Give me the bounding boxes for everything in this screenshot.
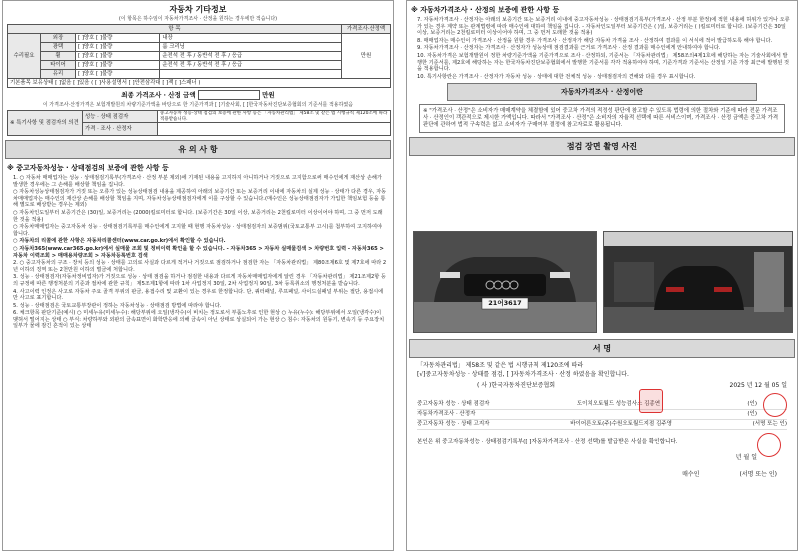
- sig-label: 중고자동차 성능 · 상태 고지자: [417, 421, 490, 427]
- association-seal-icon: [639, 389, 663, 413]
- final-price-field[interactable]: [198, 90, 260, 100]
- front-photo: [413, 231, 597, 333]
- sig-row: [417, 400, 787, 410]
- paragraph: 6. 체크항목 판단기준(예시) ○ 미세누유(미세누수): 해당부위에 오일(냉각수)이 비치는 정도로서 부품노후로 인한 현상 ○ 누유(누수): 해당부위에서 오일(냉각수)이 맺혀서 떨어지는 상태 ○ 부식: 차량하부와 외판의 금속표면이 화학반응에 의해 금속이 아닌 상태로 상실되어 가는 현상 ○ 침수: 자동차의 원동기, 변속기 등 주요장치 일부가 물에 잠긴 흔적이 있는 상태: [13, 310, 385, 330]
- special-note: 중고자동차 성능·상태 점검의 보증에 관한 사항 등은 「자동차관리법」 제58조 및 같은 법 시행규칙 제120조에 따라 적용받습니다.: [158, 111, 391, 123]
- table-header-price: 가격조사·산정액: [342, 25, 391, 34]
- section-title: ※ 중고자동차성능 · 상태점검의 보증에 관한 사항 등: [7, 164, 169, 172]
- unit-label: 만원: [342, 34, 391, 79]
- buyer-sign-field[interactable]: (서명 또는 인): [739, 471, 777, 478]
- row-options[interactable]: [ ]양호 [ ]불량: [76, 34, 160, 43]
- sig-value[interactable]: 바이어른오토(주)수원오토월드지점 김주영: [570, 421, 672, 427]
- row-item: 외장: [41, 34, 76, 43]
- row-item: 타이어: [41, 61, 76, 70]
- paragraph: 5. 성능 · 상태점검은 국토교통부장관이 정하는 자동차성능 · 상태점검 방법에 따라야 합니다.: [13, 302, 222, 309]
- issue-date: 2025 년 12 월 05 일: [729, 382, 787, 389]
- issuer: ( 사 )한국자동차진단보증협회: [477, 382, 556, 389]
- row-item: 유리: [41, 70, 76, 79]
- license-plate: 21어3617: [488, 299, 522, 307]
- notice-bar: 자동차가격조사 · 산정이란: [447, 83, 757, 101]
- paragraph: 3. 성능 · 상태점검자(자동차정비업자)가 거짓으로 성능 · 상태 점검을 하거나 점검한 내용과 다르게 자동차매매업자에게 알린 경우 「자동차관리법」 제21조제2항 등의 규정에 따른 행정처분의 기준과 절차에 관한 규칙」 제5조제1항에 따라 1차 사업정지 30일, 2차 사업정지 90일, 3차 등록취소의 행정처분을 받습니다.: [13, 274, 386, 287]
- row-options[interactable]: [ ]양호 [ ]불량: [76, 52, 160, 61]
- final-price-label: 최종 가격조사 · 산정 금액: [121, 91, 196, 99]
- special-label: ※ 특기사항 및 점검자의 의견: [8, 111, 83, 136]
- signature-bar: 서 명: [409, 339, 795, 358]
- buyer-label: 매수인: [682, 471, 700, 478]
- repair-group-label: 수리필요: [8, 34, 41, 79]
- paragraph: 7. 자동차가격조사 · 산정자는 아래의 보증기간 또는 보증거리 이내에 중고자동차성능 · 상태점검기록부(가격조사 · 산정 부분 한정)에 적힌 내용에 허위가 있거나 오류가 있는 경우 계약 또는 관계법령에 따라 매수인에 대하여 책임을 집니다. - 자동차인도일부터 보증기간은 ( )일, 보증거리는 ( )킬로미터로 합니다. (보증기간은 30일 이상, 보증거리는 2천킬로미터 이상이어야 하며, 그 중 먼저 도래한 것을 적용): [417, 17, 790, 37]
- final-price-row: [3, 90, 393, 100]
- repair-table: [7, 24, 391, 88]
- notice-text: ※ "가격조사 · 산정"은 소비자가 매매계약을 체결함에 있어 중고차 가격의 적정성 판단에 참고할 수 있도록 법령에 의한 절차와 기준에 따라 전문 가격조사 · 산정인이 객관적으로 제시한 가액입니다. 따라서 "가격조사 · 산정"은 소비자의 자율적 선택에 따른 서비스이며, 가격조사 · 산정 금액은 중고차 가격판단에 관하여 법적 구속력은 없고 소비자가 구매여부 결정에 참고자료로 활용됩니다.: [419, 104, 785, 133]
- right-section-title: ※ 자동차가격조사 · 산정의 보증에 관한 사항 등: [411, 6, 560, 14]
- row-extra: 운전석 전 후 / 동반석 전 후 / 응급: [160, 52, 342, 61]
- photo-bar: 점검 장면 촬영 사진: [409, 137, 795, 156]
- sig-row: [417, 420, 787, 430]
- row-extra: 내장: [160, 34, 342, 43]
- paragraph: 4. 사고이력 인정은 사고로 자동차 주요 골격 부위의 판금, 용접수리 및 교환이 있는 경우로 한정합니다. 단, 쿼터패널, 루프패널, 사이드실패널 부위는 절단, 용접시에만 사고로 표기합니다.: [13, 288, 384, 302]
- table-header-item: 항 목: [8, 25, 342, 34]
- paragraph: ○ 자동차365(www.car365.go.kr)에서 실매물 조회 및 정비이력 확인을 할 수 있습니다. - 자동차365 > 자동차 실매물검색 > 차량번호 입력 - 자동차365 > 자동차 이력조회 > 매매용차량조회 > 자동차등록번호 검색: [13, 245, 384, 259]
- row-item: 휠: [41, 52, 76, 61]
- law-text-2: [√]중고자동차성능 · 상태를 점검, [ ]자동차가격조사 · 산정 하였음을 확인합니다.: [417, 371, 629, 378]
- law-text: 「자동차관리법」 제58조 및 같은 법 시행규칙 제120조에 따라: [417, 362, 584, 369]
- receipt-text: 본인은 위 중고자동차성능 · 상태점검기록부([ ]자동차가격조사 · 산정 선택)를 발급받은 사실을 확인합니다.: [417, 439, 678, 445]
- car-front-image: [414, 232, 596, 332]
- row-options[interactable]: [ ]양호 [ ]불량: [76, 61, 160, 70]
- car-rear-image: [604, 232, 792, 332]
- final-note: 이 가격조사·산정가격은 보험개발원의 차량기준가액을 바탕으로 한 기준가격과 [ ]기술사회, [ ]한국자동차진단보증협회의 기준서를 적용하였음: [42, 102, 354, 108]
- row-options[interactable]: [ ]양호 [ ]불량: [76, 70, 160, 79]
- basic-items-row: 기본품목 보유상태 [ ]없음 [ ]있음 ( [ ]사용설명서 [ ]안전삼각대 [ ]잭 [ ]스패너 ): [8, 79, 391, 88]
- signature-section: [407, 361, 797, 478]
- paragraph: 9. 자동차가격조사 · 산정자는 가격조사 · 산정자가 성능상태 점검결과를 근거로 가격조사 · 산정 결과를 매수인에게 안내하여야 합니다.: [417, 45, 721, 52]
- sig-value[interactable]: 도이치오토월드 성능검사소 김종연: [576, 401, 661, 407]
- paragraph: ○ 자동차성능상태점검자가 거짓 또는 오류가 있는 성능상태점검 내용을 제공하여 아래의 보증기간 또는 보증거리 이내에 자동차의 실제 성능 · 상태가 다른 경우, 자동차매매업자는 매수인의 재산상 손해를 배상할 책임을 지며, 자동차성능상태점검자에게 이를 구상할 수 있습니다.(매수인은 성능상태점검자가 가입한 책임보험 등을 통해 별도로 배상받는 경우는 제외): [13, 189, 387, 209]
- receipt-date: 년 월 일: [735, 454, 757, 461]
- paragraph: 10. 특기사항란은 가격조사 · 산정자가 자동차 성능 · 상태에 대한 전체적 성능 · 상태점검자의 견해와 다를 경우 표시합니다.: [417, 73, 696, 80]
- buyer-row: [407, 469, 777, 478]
- special-table: [7, 110, 391, 136]
- sig-tail: (인): [747, 411, 757, 417]
- final-price-unit: 만원: [262, 91, 275, 99]
- sig-row: [417, 410, 787, 420]
- sig-label: 자동차가격조사 · 산정자: [417, 411, 476, 417]
- paragraph: ○ 자동차매매업자는 중고자동차 성능 · 상태점검기록부를 매수인에게 고지할 때 현행 자동차성능 · 상태점검자의 보증범위(국토교통부 고시)를 첨부하여 고지하여야 합니다.: [13, 224, 382, 237]
- row-extra: 룸 크리닝: [160, 43, 342, 52]
- sig-tail: (인): [747, 401, 757, 407]
- date-seal-icon: [763, 393, 787, 417]
- rear-photo: [603, 231, 793, 333]
- sig-tail: (서명 또는 인): [752, 421, 787, 427]
- special-row-2: 가격 · 조사 · 산정자: [83, 123, 158, 136]
- paragraph: 2. ○ 중고자동차의 구조 · 장치 등의 성능 · 상태를 고의로 사실과 다르게 적거나 거짓으로 점검하거나 점검한 자는 「자동차관리법」 제80조제6호 및 제7호에 따라 2년 이하의 징역 또는 2천만원 이하의 벌금에 처합니다.: [13, 260, 387, 273]
- special-row-1: 성능 · 상태 점검자: [83, 111, 158, 123]
- paragraph: ○ 자동차의 리콜에 관한 사항은 자동차리콜센터(www.car.go.kr)에서 확인할 수 있습니다.: [13, 238, 226, 245]
- notice-bar: 유 의 사 항: [5, 140, 391, 159]
- right-page: [406, 0, 798, 551]
- inspector-seal-icon: [757, 433, 781, 457]
- form-title: 자동차 기타정보: [169, 5, 227, 14]
- row-item: 광택: [41, 43, 76, 52]
- paragraph: 1. ○ 자동차 매매업자는 성능 · 상태점검기록부(가격조사 · 산정 부분 제외)에 기재된 내용을 고지하지 아니하거나 거짓으로 고지함으로써 매수인에게 재산상 손해가 발생한 경우에는 그 손해를 배상할 책임을 집니다.: [13, 175, 382, 188]
- issuer-row: [417, 381, 787, 390]
- form-subtitle: (이 항목은 하수임이 자동차가격조사 · 산정을 원하는 경우에만 적습니다): [118, 16, 278, 22]
- paragraph-list: [3, 175, 393, 330]
- paragraph: 10. 자동차가격은 보험개발원이 정한 차량기준가액을 기준가격으로 조사 · 산정하되, 기준서는 「자동차관리법」 제58조의4제1호에 해당하는 자는 기술사회에서 발행한 기준서를, 제2호에 해당하는 자는 한국자동차진단보증협회에서 발행한 기준서를 각각 적용하여야 하며, 기준가격과 기준서는 산정일 기준 가장 최근에 발행된 것을 적용합니다.: [417, 52, 790, 73]
- row-extra: 운전석 전 후 / 동반석 전 후 / 응급: [160, 61, 342, 70]
- left-page: [2, 0, 394, 551]
- row-options[interactable]: [ ]양호 [ ]불량: [76, 43, 160, 52]
- sig-label: 중고자동차 성능 · 상태 점검자: [417, 401, 490, 407]
- special-field[interactable]: [158, 123, 391, 136]
- paragraph: 8. 매매업자는 매수인이 가격조사 · 산정을 원할 경우 가격조사 · 산정자가 해당 자동차 가격을 조사 · 산정하여 결과를 이 서식에 적어 발급하도록 해야 합니다.: [417, 37, 773, 44]
- paragraph: ○ 자동차인도일부터 보증기간은 (30)일, 보증거리는 (2000)킬로미터로 합니다. (보증기간은 30일 이상, 보증거리는 2천킬로미터 이상이어야 하며, 그 중 먼저 도래한 것을 적용): [13, 209, 383, 223]
